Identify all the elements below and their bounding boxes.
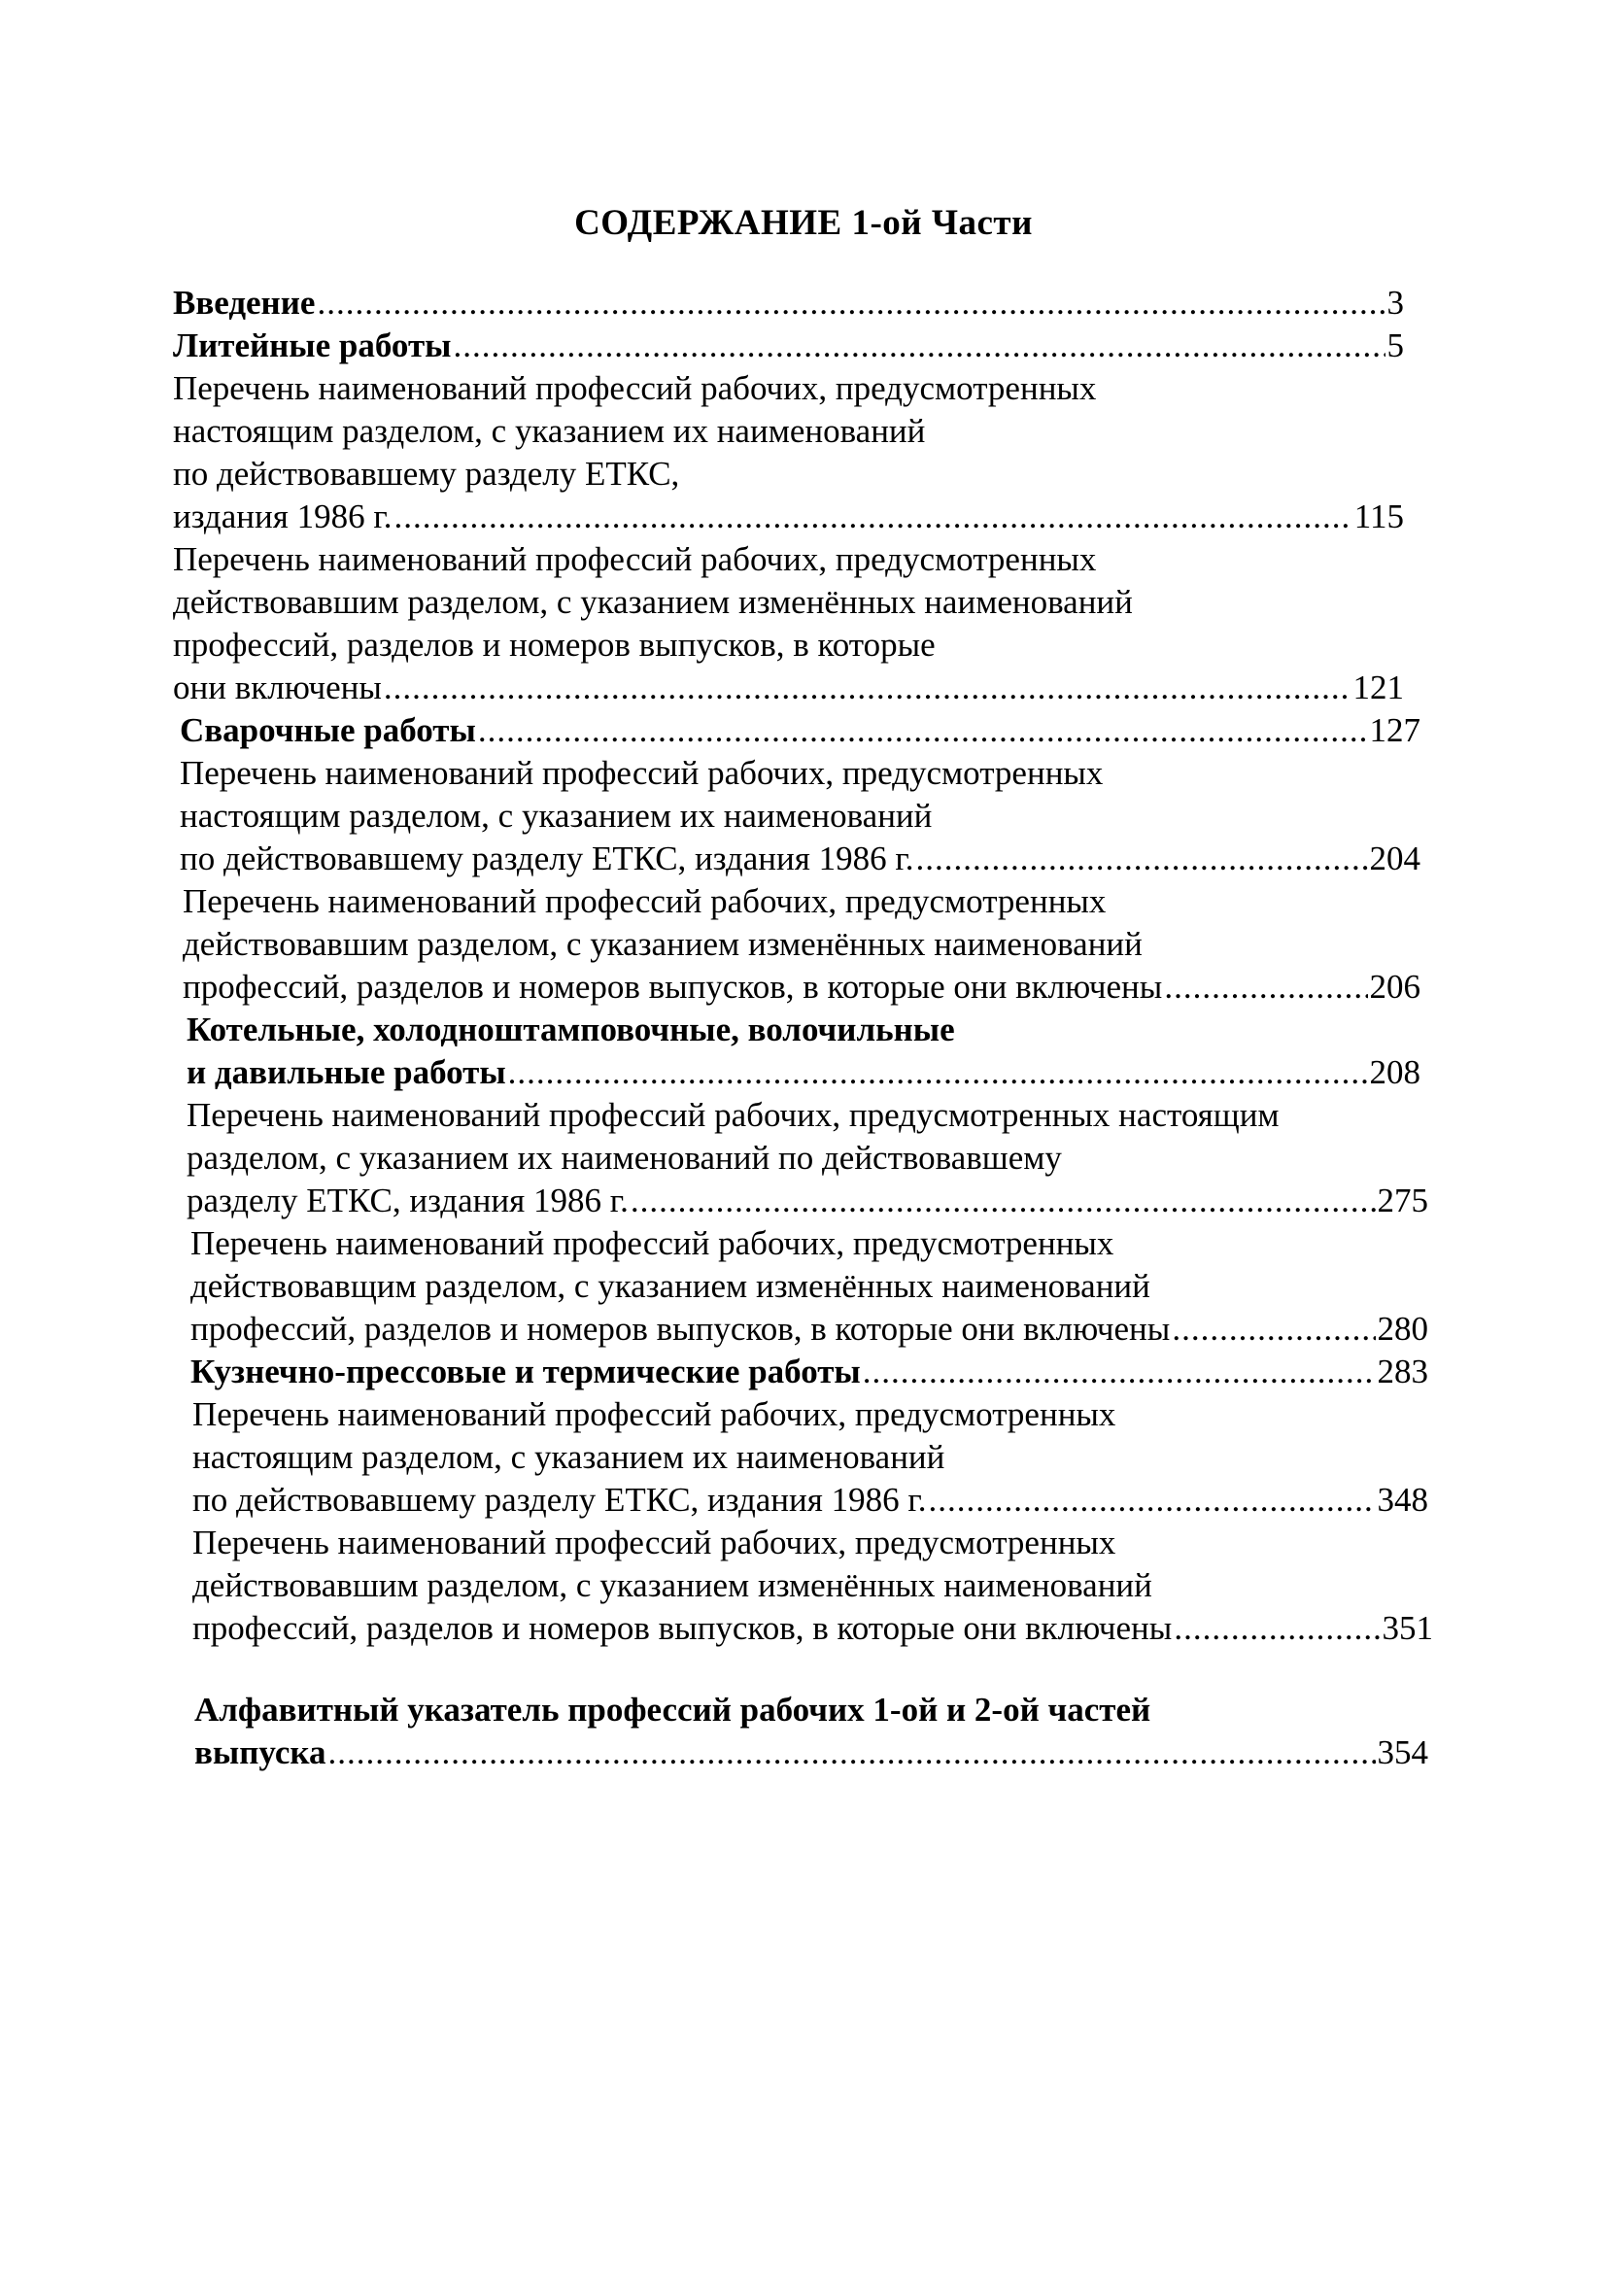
toc-entry-text: Кузнечно-прессовые и термические работы xyxy=(190,1353,861,1390)
toc-line xyxy=(192,1436,944,1479)
toc-line xyxy=(187,1009,955,1051)
toc-line xyxy=(190,1265,1150,1308)
toc-line xyxy=(173,496,1404,538)
toc-page-number: 275 xyxy=(1377,1182,1428,1219)
toc-page-number: 283 xyxy=(1377,1353,1428,1390)
toc-line xyxy=(180,752,1103,795)
toc-page-number: 127 xyxy=(1369,711,1420,749)
leader-dots xyxy=(317,282,1385,325)
leader-dots xyxy=(929,1479,1376,1522)
toc-line xyxy=(192,1607,1433,1650)
toc-entry-text: разделом, с указанием их наименований по действовавшему xyxy=(187,1139,1062,1177)
toc-entry-text: настоящим разделом, с указанием их наименований xyxy=(173,412,926,450)
toc-line xyxy=(173,667,1404,709)
leader-dots xyxy=(1164,966,1367,1009)
toc-entry-text: Перечень наименований профессий рабочих, предусмотренных xyxy=(192,1395,1116,1433)
toc-line xyxy=(173,325,1404,367)
toc-line xyxy=(192,1393,1115,1436)
toc-line xyxy=(183,966,1420,1009)
toc-entry-text: действовавщим разделом, с указанием изменённых наименований xyxy=(190,1267,1150,1305)
toc-entry-text: выпуска xyxy=(194,1733,326,1771)
toc-entry-text: Перечень наименований профессий рабочих, предусмотренных xyxy=(173,540,1097,578)
toc-line xyxy=(180,709,1420,752)
leader-dots xyxy=(453,325,1385,367)
toc-entry-text: Перечень наименований профессий рабочих, предусмотренных настоящим xyxy=(187,1096,1280,1134)
toc-entry-text: Перечень наименований профессий рабочих, предусмотренных xyxy=(192,1524,1116,1561)
toc-line xyxy=(187,1094,1280,1137)
toc-entry-text: настоящим разделом, с указанием их наименований xyxy=(192,1438,945,1476)
toc-page-number: 280 xyxy=(1377,1310,1428,1348)
toc-entry-text: разделу ЕТКС, издания 1986 г. xyxy=(187,1182,629,1219)
toc-line xyxy=(183,923,1143,966)
toc-entry-text: Перечень наименований профессий рабочих, предусмотренных xyxy=(173,369,1097,407)
toc-page-number: 354 xyxy=(1377,1733,1428,1771)
toc-entry-text: действовавшим разделом, с указанием изменённых наименований xyxy=(173,583,1133,621)
toc-entry-text: действовавшим разделом, с указанием изменённых наименований xyxy=(192,1566,1152,1604)
toc-page-number: 121 xyxy=(1352,668,1404,706)
toc-line xyxy=(173,538,1096,581)
toc-entry-text: профессий, разделов и номеров выпусков, в которые xyxy=(173,626,936,664)
toc-entry-text: Литейные работы xyxy=(173,326,452,364)
toc-page-number: 206 xyxy=(1369,968,1420,1006)
toc-entry-text: по действовавшему разделу ЕТКС, xyxy=(173,455,680,493)
toc-line xyxy=(194,1689,1150,1731)
toc-line xyxy=(192,1522,1115,1564)
toc-line xyxy=(173,282,1404,325)
toc-line xyxy=(192,1479,1428,1522)
toc-page-number: 348 xyxy=(1377,1481,1428,1519)
toc-entry-text: Перечень наименований профессий рабочих, предусмотренных xyxy=(190,1224,1114,1262)
toc-page-number: 204 xyxy=(1369,840,1420,877)
leader-dots xyxy=(508,1051,1368,1094)
toc-entry-text: действовавшим разделом, с указанием изменённых наименований xyxy=(183,925,1143,963)
toc-line xyxy=(187,1051,1420,1094)
toc-line xyxy=(190,1308,1428,1351)
leader-dots xyxy=(328,1731,1376,1774)
toc-line xyxy=(173,624,936,667)
leader-dots xyxy=(916,838,1368,880)
toc-line xyxy=(187,1180,1428,1222)
leader-dots xyxy=(478,709,1368,752)
toc-entry-text: и давильные работы xyxy=(187,1053,506,1091)
toc-line xyxy=(173,410,925,453)
toc-entry-text: по действовавшему разделу ЕТКС, издания 1986 г. xyxy=(180,840,914,877)
toc-line xyxy=(187,1137,1062,1180)
toc-entry-text: издания 1986 г. xyxy=(173,497,393,535)
toc-page-number: 115 xyxy=(1353,497,1404,535)
toc-entry-text: они включены xyxy=(173,668,382,706)
toc-entry-text: профессий, разделов и номеров выпусков, в которые они включены xyxy=(190,1310,1171,1348)
toc-line xyxy=(173,581,1133,624)
toc-line xyxy=(173,453,679,496)
toc-entry-text: профессий, разделов и номеров выпусков, в которые они включены xyxy=(192,1609,1173,1647)
toc-entry-text: Введение xyxy=(173,284,316,322)
toc-entry-text: Алфавитный указатель профессий рабочих 1-ой и 2-ой частей xyxy=(194,1691,1151,1729)
toc-entry-text: по действовавшему разделу ЕТКС, издания 1986 г. xyxy=(192,1481,927,1519)
leader-dots xyxy=(384,667,1351,709)
toc-line xyxy=(190,1351,1428,1393)
toc-line xyxy=(190,1222,1113,1265)
toc-entry-text: Сварочные работы xyxy=(180,711,476,749)
toc-page-number: 5 xyxy=(1386,326,1404,364)
toc-line xyxy=(194,1731,1428,1774)
leader-dots xyxy=(1172,1308,1375,1351)
toc-page-number: 208 xyxy=(1369,1053,1420,1091)
page-title: СОДЕРЖАНИЕ 1-ой Части xyxy=(574,203,1033,243)
leader-dots xyxy=(393,496,1351,538)
toc-entry-text: Перечень наименований профессий рабочих, предусмотренных xyxy=(180,754,1104,792)
toc-line xyxy=(173,367,1096,410)
toc-line xyxy=(192,1564,1152,1607)
leader-dots xyxy=(1174,1607,1380,1650)
leader-dots xyxy=(631,1180,1376,1222)
toc-page-number: 351 xyxy=(1382,1609,1433,1647)
toc-entry-text: Перечень наименований профессий рабочих, предусмотренных xyxy=(183,882,1107,920)
leader-dots xyxy=(863,1351,1376,1393)
toc-line xyxy=(180,838,1420,880)
toc-line xyxy=(183,880,1106,923)
toc-page-number: 3 xyxy=(1386,284,1404,322)
toc-line xyxy=(180,795,932,838)
toc-entry-text: профессий, разделов и номеров выпусков, в которые они включены xyxy=(183,968,1163,1006)
toc-entry-text: настоящим разделом, с указанием их наименований xyxy=(180,797,933,835)
toc-entry-text: Котельные, холодноштамповочные, волочильные xyxy=(187,1011,955,1048)
